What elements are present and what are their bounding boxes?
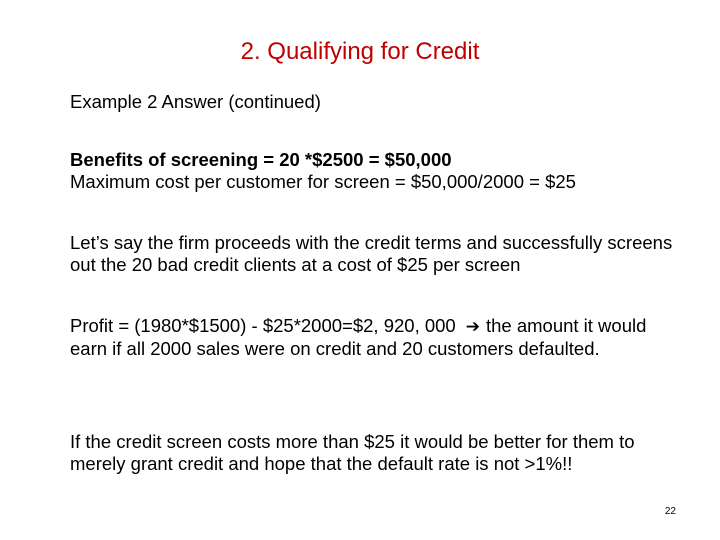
subtitle: Example 2 Answer (continued) [70,91,321,112]
profit-lead: Profit = (1980*$1500) - $25*2000=$2, 920, 000 [70,315,456,336]
screening-paragraph: Let’s say the firm proceeds with the credit terms and successfully screens out the 20 bad credit clients at a cost of $25 per screen [70,232,673,275]
subtitle-block [70,91,682,113]
slide-title: 2. Qualifying for Credit [240,38,480,65]
max-cost-line: Maximum cost per customer for screen = $50,000/2000 = $25 [70,171,576,192]
closing-paragraph: If the credit screen costs more than $25 it would be better for them to merely grant credit and hope that the default rate is not >1%!! [70,431,635,474]
benefits-block [70,149,682,193]
closing-paragraph-block [70,431,682,475]
page-number: 22 [664,506,676,517]
profit-paragraph-block [70,315,682,360]
profit-tail: the amount it would earn if all 2000 sales were on credit and 20 customers defaulted. [70,315,647,359]
screening-paragraph-block [70,232,682,276]
benefits-line: Benefits of screening = 20 *$2500 = $50,000 [70,149,452,170]
right-arrow-icon: ➔ [465,317,480,337]
profit-paragraph [70,315,682,360]
